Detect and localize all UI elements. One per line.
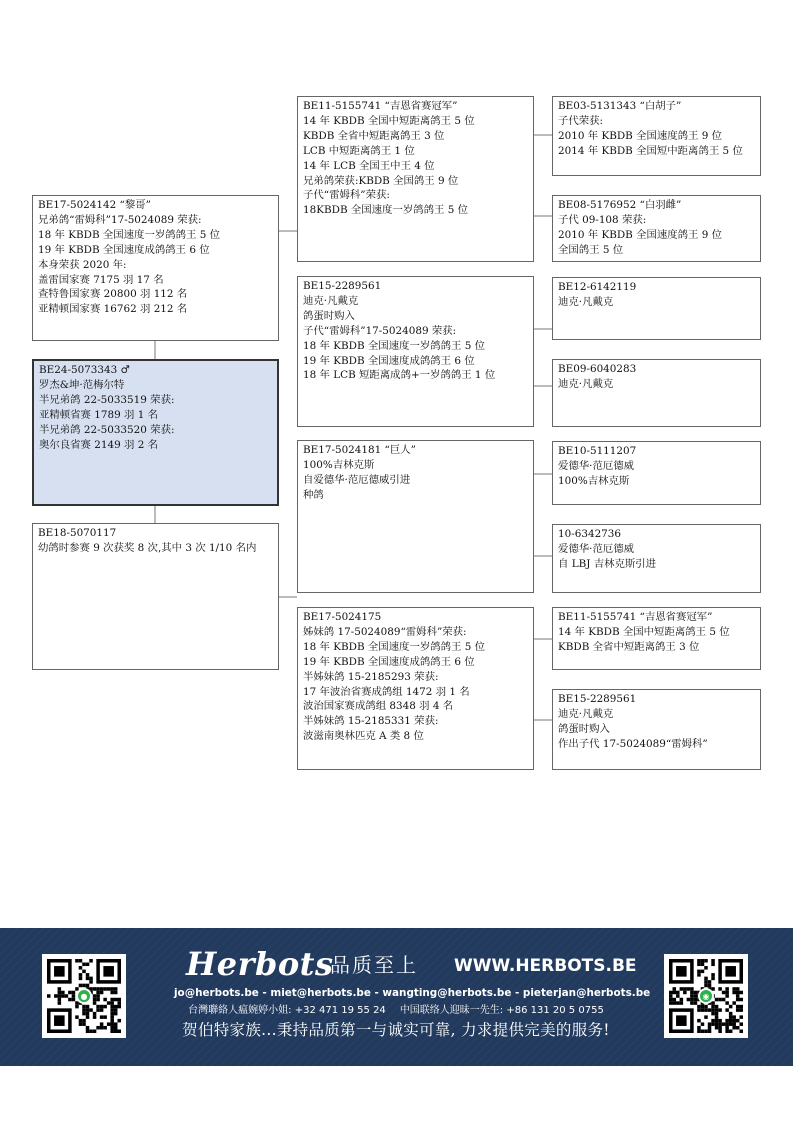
card-line: 兄弟鸽“雷姆科”17-5024089 荣获: — [38, 213, 202, 226]
card-line: 自爱德华·范厄德威引进 — [303, 473, 411, 486]
card-line: 14 年 KBDB 全国中短距离鸽王 5 位 — [558, 625, 730, 638]
card-line: 鸽蛋时购入 — [303, 309, 355, 322]
card-line: 18 年 LCB 短距离成鸽+一岁鸽鸽王 1 位 — [303, 369, 496, 382]
card-line: 爱德华·范厄德威 — [558, 542, 635, 555]
card-line: 波治国家赛成鸽组 8348 羽 4 名 — [303, 700, 454, 713]
dd-sire-card — [552, 607, 761, 670]
contact-taiwan: 台灣聯絡人瘟婉婷小姐: +32 471 19 55 24 — [188, 1005, 386, 1016]
qr-code-icon[interactable] — [664, 954, 748, 1038]
email-addresses[interactable]: jo@herbots.be - miet@herbots.be - wangting@herbots.be - pieterjan@herbots.be — [174, 987, 651, 999]
card-line: 18KBDB 全国速度一岁鸽鸽王 5 位 — [303, 204, 469, 217]
dam-sire-card — [297, 440, 534, 593]
card-line: BE17-5024142 “黎哥” — [38, 199, 151, 211]
contact-china: 中国联络人迎昧一先生: +86 131 20 5 0755 — [399, 1005, 604, 1016]
card-line: 100%吉林克斯 — [558, 474, 630, 487]
card-line: 迪克·凡戴克 — [558, 295, 614, 308]
sire-card — [32, 195, 279, 341]
card-line: 子代“雷姆科”17-5024089 荣获: — [303, 324, 457, 337]
dam-card — [32, 523, 279, 670]
card-line: BE08-5176952 “白羽雌” — [558, 199, 682, 211]
card-line: BE11-5155741 “吉恩省赛冠军” — [303, 100, 458, 112]
ds-dam-card — [552, 524, 761, 593]
card-line: 2010 年 KBDB 全国速度鸽王 9 位 — [558, 129, 723, 142]
subject-ring: BE24-5073343 — [39, 364, 118, 376]
card-line: 半姊妹鸽 15-2185293 荣获: — [303, 670, 439, 683]
card-line: 子代 09-108 荣获: — [558, 213, 647, 226]
subject-ring-line — [39, 363, 272, 378]
sd-dam-card — [552, 359, 761, 427]
line-app-icon: ● — [76, 988, 92, 1004]
website-link[interactable]: WWW.HERBOTS.BE — [454, 956, 637, 976]
card-line: 半兄弟鸽 22-5033519 荣获: — [39, 393, 175, 406]
card-line: 鸽蛋时购入 — [558, 722, 610, 735]
herbots-logo: Herbots — [186, 945, 334, 983]
ss-dam-card — [552, 195, 761, 262]
card-line: BE15-2289561 — [303, 280, 382, 292]
card-line: BE17-5024181 “巨人” — [303, 444, 416, 456]
card-line: 19 年 KBDB 全国速度成鸽鸽王 6 位 — [38, 243, 210, 256]
card-line: 查特鲁国家赛 20800 羽 112 名 — [38, 288, 188, 301]
card-line: 罗杰&坤·范梅尔特 — [39, 378, 125, 391]
card-line: 子代“雷姆科”荣获: — [303, 189, 390, 202]
card-line: 100%吉林克斯 — [303, 458, 375, 471]
card-line: 10-6342736 — [558, 528, 622, 540]
card-line: 姊妹鸽 17-5024089“雷姆科”荣获: — [303, 625, 467, 638]
card-line: 18 年 KBDB 全国速度一岁鸽鸽王 5 位 — [303, 339, 486, 352]
card-line: 14 年 LCB 全国王中王 4 位 — [303, 159, 435, 172]
card-line: 幼鸽时参赛 9 次获奖 8 次,其中 3 次 1/10 名内 — [38, 541, 257, 554]
card-line: KBDB 全省中短距离鸽王 3 位 — [558, 640, 700, 653]
card-line: 2014 年 KBDB 全国短中距离鸽王 5 位 — [558, 144, 743, 157]
sd-sire-card — [552, 277, 761, 340]
card-line: 迪克·凡戴克 — [303, 294, 359, 307]
card-line: 作出子代 17-5024089“雷姆科” — [558, 737, 708, 750]
dam-dam-card — [297, 607, 534, 770]
dd-dam-card — [552, 689, 761, 770]
subject-card — [32, 359, 279, 506]
wechat-icon: ◉ — [698, 988, 714, 1004]
card-line: 半姊妹鸽 15-2185331 荣获: — [303, 715, 439, 728]
card-line: 亚精顿省赛 1789 羽 1 名 — [39, 408, 158, 421]
card-line: BE03-5131343 “白胡子” — [558, 100, 682, 112]
footer-banner — [0, 928, 793, 1066]
card-line: 迪克·凡戴克 — [558, 707, 614, 720]
card-line: BE10-5111207 — [558, 445, 637, 457]
card-line: BE18-5070117 — [38, 527, 117, 539]
card-line: 盖雷国家赛 7175 羽 17 名 — [38, 273, 164, 286]
ss-sire-card — [552, 96, 761, 176]
qr-code-icon[interactable] — [42, 954, 126, 1038]
card-line: 19 年 KBDB 全国速度成鸽鸽王 6 位 — [303, 354, 475, 367]
card-line: 兄弟鸽荣获:KBDB 全国鸽王 9 位 — [303, 174, 459, 187]
card-line: 18 年 KBDB 全国速度一岁鸽鸽王 5 位 — [38, 228, 221, 241]
card-line: 爱德华·范厄德威 — [558, 459, 635, 472]
card-line: 半兄弟鸽 22-5033520 荣获: — [39, 423, 175, 436]
sire-sire-card — [297, 96, 534, 262]
subject-details — [39, 378, 272, 453]
card-line: 17 年波治省赛成鸽组 1472 羽 1 名 — [303, 685, 470, 698]
card-line: BE11-5155741 “吉恩省赛冠军” — [558, 611, 713, 623]
card-line: LCB 中短距离鸽王 1 位 — [303, 144, 415, 157]
card-line: 全国鸽王 5 位 — [558, 243, 624, 256]
card-line: 波滋南奥林匹克 A 类 8 位 — [303, 730, 424, 743]
card-line: 亚精顿国家赛 16762 羽 212 名 — [38, 303, 188, 316]
card-line: 14 年 KBDB 全国中短距离鸽王 5 位 — [303, 114, 475, 127]
brand-tagline: 品质至上 — [330, 953, 418, 977]
card-line: 迪克·凡戴克 — [558, 377, 614, 390]
card-line: BE17-5024175 — [303, 611, 382, 623]
card-line: 子代荣获: — [558, 114, 604, 127]
brand-row — [186, 945, 637, 983]
card-line: 自 LBJ 吉林克斯引进 — [558, 557, 657, 570]
card-line: 奥尔良省赛 2149 羽 2 名 — [39, 438, 158, 451]
company-motto: 贺伯特家族...秉持品质第一与诚实可靠, 力求提供完美的服务! — [182, 1021, 610, 1039]
sire-dam-card — [297, 276, 534, 427]
card-line: BE12-6142119 — [558, 281, 637, 293]
card-line: BE09-6040283 — [558, 363, 637, 375]
card-line: BE15-2289561 — [558, 693, 637, 705]
ds-sire-card — [552, 441, 761, 505]
card-line: 本身荣获 2020 年: — [38, 258, 127, 271]
card-line: 18 年 KBDB 全国速度一岁鸽鸽王 5 位 — [303, 640, 486, 653]
contact-phones — [146, 1004, 646, 1017]
card-line: 2010 年 KBDB 全国速度鸽王 9 位 — [558, 228, 723, 241]
male-symbol-icon: ♂ — [120, 364, 130, 376]
card-line: 19 年 KBDB 全国速度成鸽鸽王 6 位 — [303, 655, 475, 668]
card-line: KBDB 全省中短距离鸽王 3 位 — [303, 129, 445, 142]
card-line: 种鸽 — [303, 488, 324, 501]
